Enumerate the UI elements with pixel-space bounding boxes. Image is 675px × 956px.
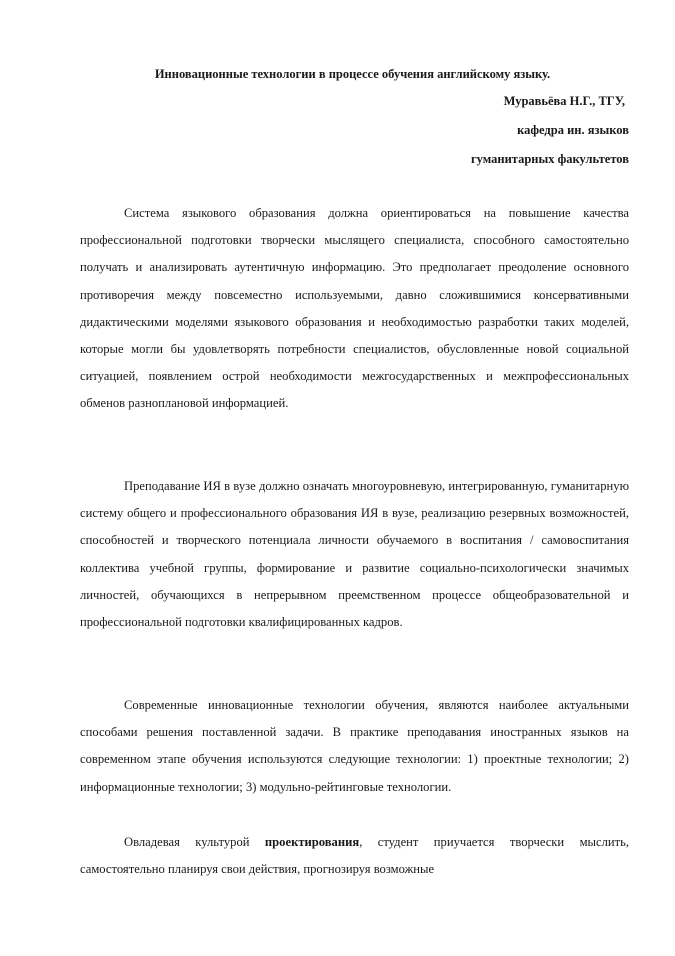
paragraph-4-rest: , студент приучается творчески мыслить, самостоятельно планируя свои действия, прогнозируя возможные: [80, 835, 630, 877]
author-faculty: гуманитарных факультетов: [470, 152, 629, 166]
author-department: кафедра ин. языков: [517, 123, 629, 137]
paragraph-4-emphasis: проектирования: [264, 835, 360, 849]
document-title: Инновационные технологии в процессе обучения английскому языку.: [154, 67, 551, 81]
paragraph-2-block: [80, 473, 629, 636]
paragraph-1: Система языкового образования должна ориентироваться на повышение качества профессиональной подготовки творчески мыслящего специалиста, способного самостоятельно получать и анализировать аутентичную информацию. Это предполагает преодоление основного противоречия между повсеместно используемыми, давно сложившимися консервативными дидактическими моделями языкового образования и необходимостью разработки таких моделей, которые могли бы удовлетворять потребности специалистов, обусловленные новой социальной ситуацией, появлением острой необходимости межгосударственных и межпрофессиональных обменов разноплановой информацией.: [80, 206, 629, 411]
paragraph-2: Преподавание ИЯ в вузе должно означать многоуровневую, интегрированную, гуманитарную систему общего и профессионального образования ИЯ в вузе, реализацию резервных возможностей, способностей и творческого потенциала личности обучаемого в воспитания / самовоспитания коллектива учебной группы, формирование и развитие социально-психологически значимых личностей, обучающихся в непрерывном преемственном процессе общеобразовательной и профессиональной подготовки квалифицированных кадров.: [80, 479, 629, 630]
paragraph-4-block: [80, 829, 629, 883]
paragraph-4-lead: Овладевая культурой: [124, 835, 265, 849]
paragraph-3: Современные инновационные технологии обучения, являются наиболее актуальными способами решения поставленной задачи. В практике преподавания иностранных языков на современном этапе обучения используются следующие технологии: 1) проектные технологии; 2) информационные технологии; 3) модульно-рейтинговые технологии.: [80, 698, 629, 794]
paragraph-3-block: [80, 692, 629, 801]
paragraph-4: [80, 829, 629, 883]
paragraph-1-block: [80, 200, 629, 418]
author-name: Муравьёва Н.Г., ТГУ,: [503, 94, 625, 108]
